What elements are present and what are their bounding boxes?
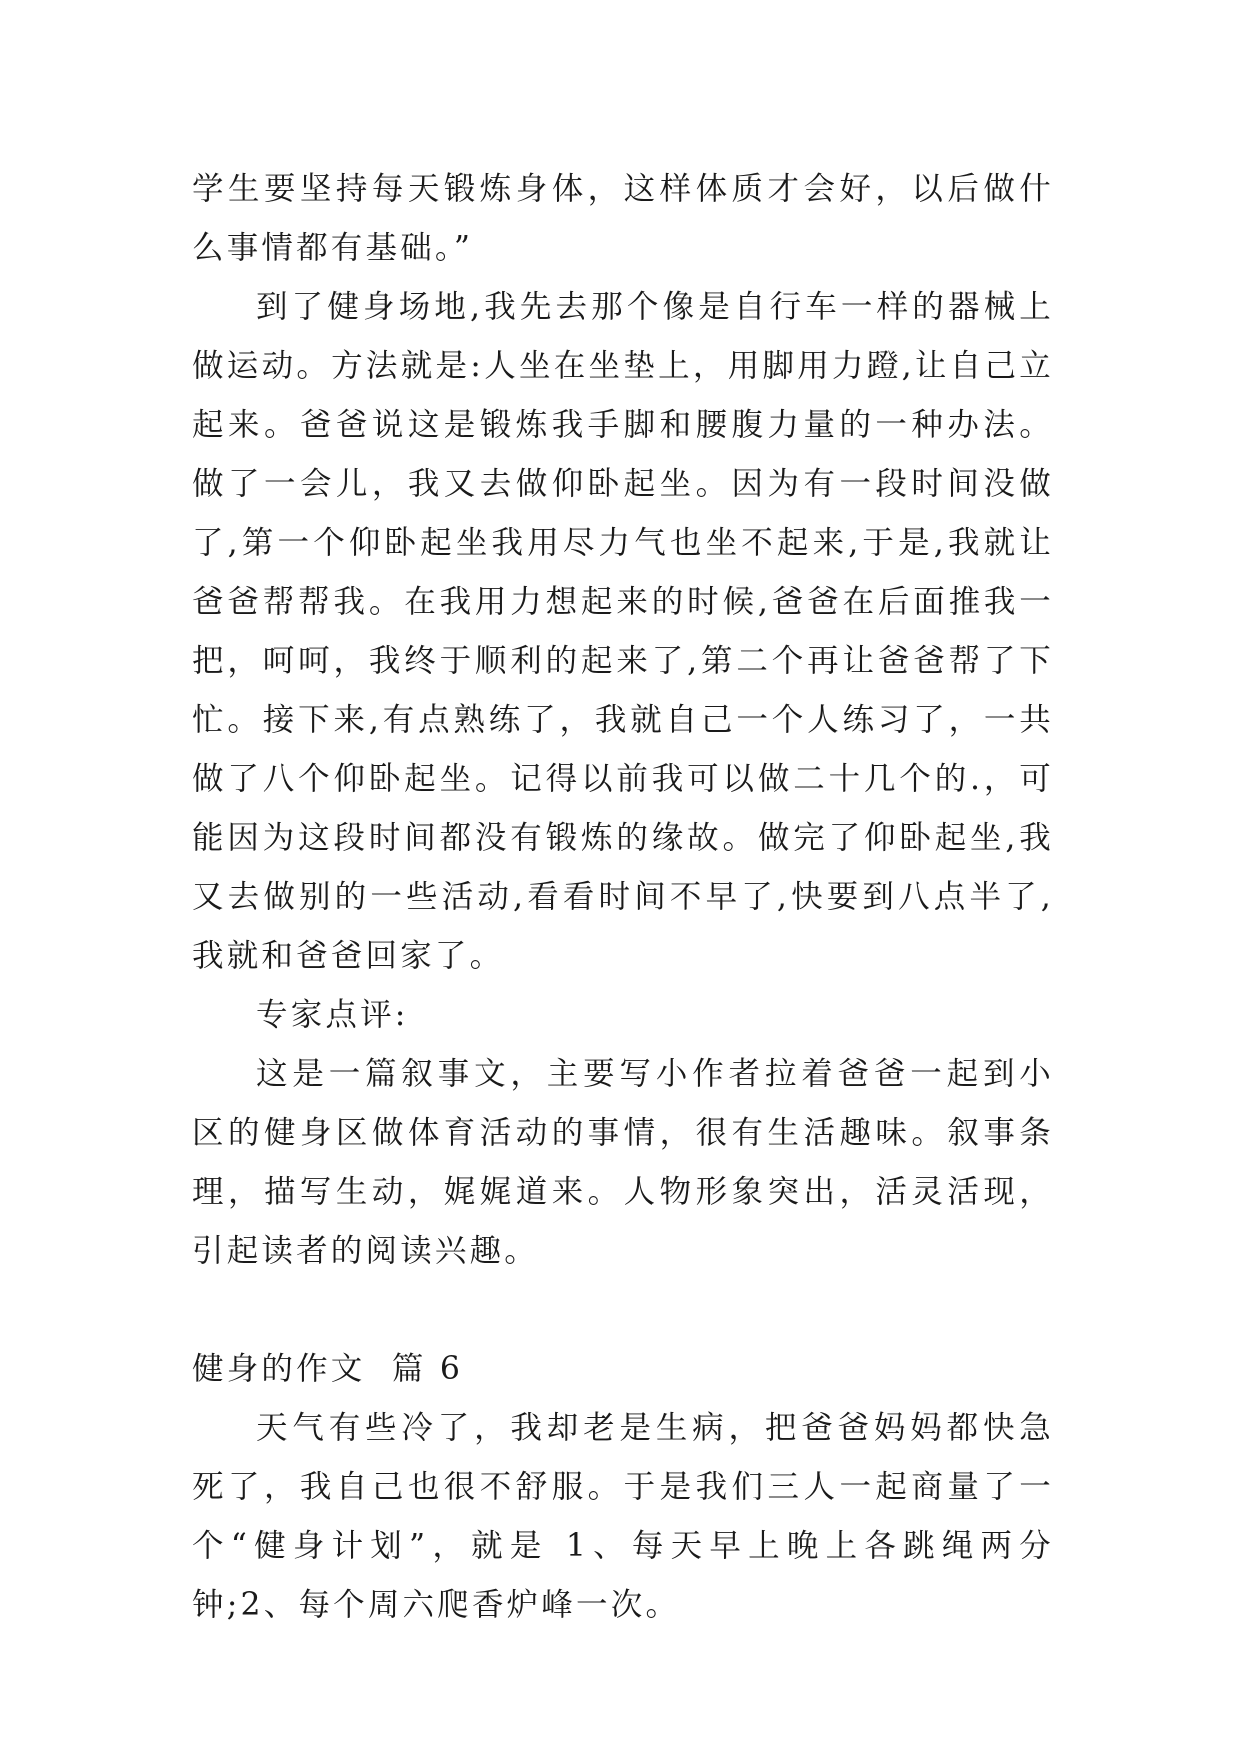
section-heading: 健身的作文 篇 6	[192, 1351, 464, 1387]
paragraph-exercise: 到了健身场地,我先去那个像是自行车一样的器械上做运动。方法就是:人坐在坐垫上，用脚用力蹬,让自己立起来。爸爸说这是锻炼我手脚和腰腹力量的一种办法。做了一会儿，我又去做仰卧起坐。因为有一段时间没做了,第一个仰卧起坐我用尽力气也坐不起来,于是,我就让爸爸帮帮我。在我用力想起来的时候,爸爸在后面推我一把，呵呵，我终于顺利的起来了,第二个再让爸爸帮了下忙。接下来,有点熟练了，我就自己一个人练习了，一共做了八个仰卧起坐。记得以前我可以做二十几个的.，可能因为这段时间都没有锻炼的缘故。做完了仰卧起坐,我又去做别的一些活动,看看时间不早了,快要到八点半了,我就和爸爸回家了。	[192, 289, 1054, 974]
expert-comment-label: 专家点评:	[256, 997, 409, 1033]
expert-comment-text: 这是一篇叙事文，主要写小作者拉着爸爸一起到小区的健身区做体育活动的事情，很有生活趣味。叙事条理，描写生动，娓娓道来。人物形象突出，活灵活现，引起读者的阅读兴趣。	[192, 1056, 1054, 1269]
paragraph-fitness-plan: 天气有些冷了，我却老是生病，把爸爸妈妈都快急死了，我自己也很不舒服。于是我们三人一起商量了一个“健身计划”，就是 1、每天早上晚上各跳绳两分钟;2、每个周六爬香炉峰一次。	[192, 1410, 1054, 1623]
document-page	[192, 160, 1054, 1635]
paragraph-continued: 学生要坚持每天锻炼身体，这样体质才会好，以后做什么事情都有基础。”	[192, 171, 1054, 266]
